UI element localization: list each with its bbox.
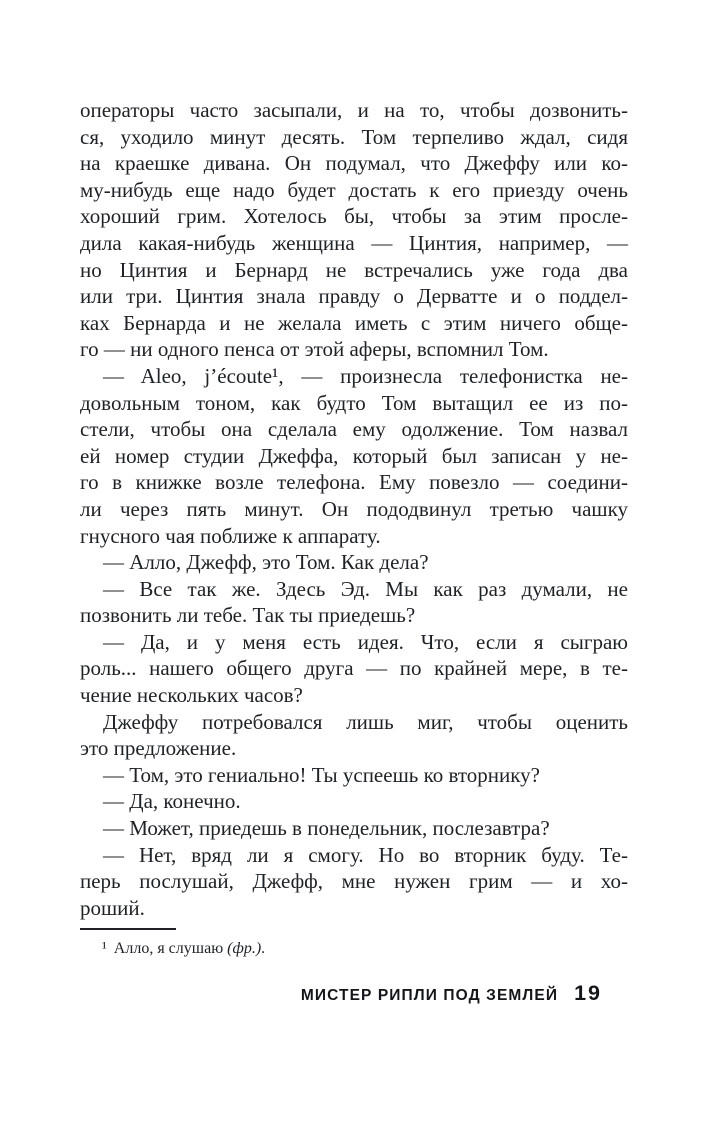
- paragraph: [80, 629, 628, 709]
- text-line: Джеффу потребовался лишь миг, чтобы оценить: [103, 709, 628, 734]
- paragraph: [80, 97, 628, 363]
- paragraph: [80, 842, 628, 922]
- text-line: го в книжке возле телефона. Ему повезло — соедини-: [80, 470, 628, 495]
- text-line: чение нескольких часов?: [80, 683, 303, 708]
- text-line: го — ни одного пенса от этой аферы, вспомнил Том.: [80, 337, 549, 362]
- text-line: на краешке дивана. Он подумал, что Джеффу или ко-: [80, 151, 628, 176]
- footer-book-title: МИСТЕР РИПЛИ ПОД ЗЕМЛЕЙ: [300, 987, 559, 1004]
- text-line: довольным тоном, как будто Том вытащил ее из по-: [80, 390, 628, 415]
- text-line: му-нибудь еще надо будет достать к его приезду очень: [80, 177, 628, 202]
- paragraph: [80, 576, 628, 629]
- text-line: — Да, и у меня есть идея. Что, если я сыграю: [103, 629, 628, 654]
- text-line: ках Бернарда и не желала иметь с этим ничего обще-: [80, 310, 628, 335]
- footnote: [102, 938, 265, 960]
- paragraph: [80, 815, 628, 842]
- footnote-period: .: [261, 940, 266, 957]
- text-line: ся, уходило минут десять. Том терпеливо ждал, сидя: [80, 124, 628, 149]
- text-line: роль... нашего общего друга — по крайней мере, в те-: [80, 656, 628, 681]
- text-line: позвонить ли тебе. Так ты приедешь?: [80, 603, 416, 628]
- text-line: — Нет, вряд ли я смогу. Но во вторник буду. Те-: [103, 842, 628, 867]
- text-line: гнусного чая поближе к аппарату.: [80, 523, 381, 548]
- text-line: — Да, конечно.: [103, 789, 241, 814]
- footnote-text: Алло, я слушаю: [113, 940, 228, 957]
- text-line: — Может, приедешь в понедельник, послезавтра?: [103, 816, 550, 841]
- text-line: перь послушай, Джефф, мне нужен грим — и хо-: [80, 869, 628, 894]
- text-line: дила какая-нибудь женщина — Цинтия, например, —: [80, 230, 628, 255]
- paragraph: [80, 549, 628, 576]
- text-line: ли через пять минут. Он пододвинул третью чашку: [80, 496, 628, 521]
- paragraph: [80, 762, 628, 789]
- page-number: 19: [574, 981, 602, 1005]
- footnote-language-note: (фр.): [227, 940, 262, 957]
- paragraph: [80, 363, 628, 549]
- paragraph: [80, 788, 628, 815]
- footnote-divider: [80, 928, 176, 930]
- text-line: — Алло, Джефф, это Том. Как дела?: [103, 550, 429, 575]
- paragraph: [80, 709, 628, 762]
- text-line: это предложение.: [80, 736, 237, 761]
- text-line: стели, чтобы она сделала ему одолжение. Том назвал: [80, 417, 628, 442]
- text-line: — Aleo, j’écoute¹, — произнесла телефонистка не-: [103, 363, 628, 388]
- text-line: но Цинтия и Бернард не встречались уже года два: [80, 257, 628, 282]
- running-footer: [80, 982, 602, 1007]
- text-line: роший.: [80, 895, 145, 920]
- footnote-marker: ¹: [102, 940, 107, 957]
- text-line: операторы часто засыпали, и на то, чтобы дозвонить-: [80, 98, 628, 122]
- text-line: — Том, это гениально! Ты успеешь ко вторнику?: [103, 762, 540, 787]
- text-line: хороший грим. Хотелось бы, чтобы за этим просле-: [80, 204, 628, 229]
- text-line: — Все так же. Здесь Эд. Мы как раз думали, не: [103, 576, 628, 601]
- text-line: или три. Цинтия знала правду о Дерватте и о поддел-: [80, 284, 628, 309]
- text-block: [80, 97, 628, 921]
- text-line: ей номер студии Джеффа, который был записан у не-: [80, 443, 628, 468]
